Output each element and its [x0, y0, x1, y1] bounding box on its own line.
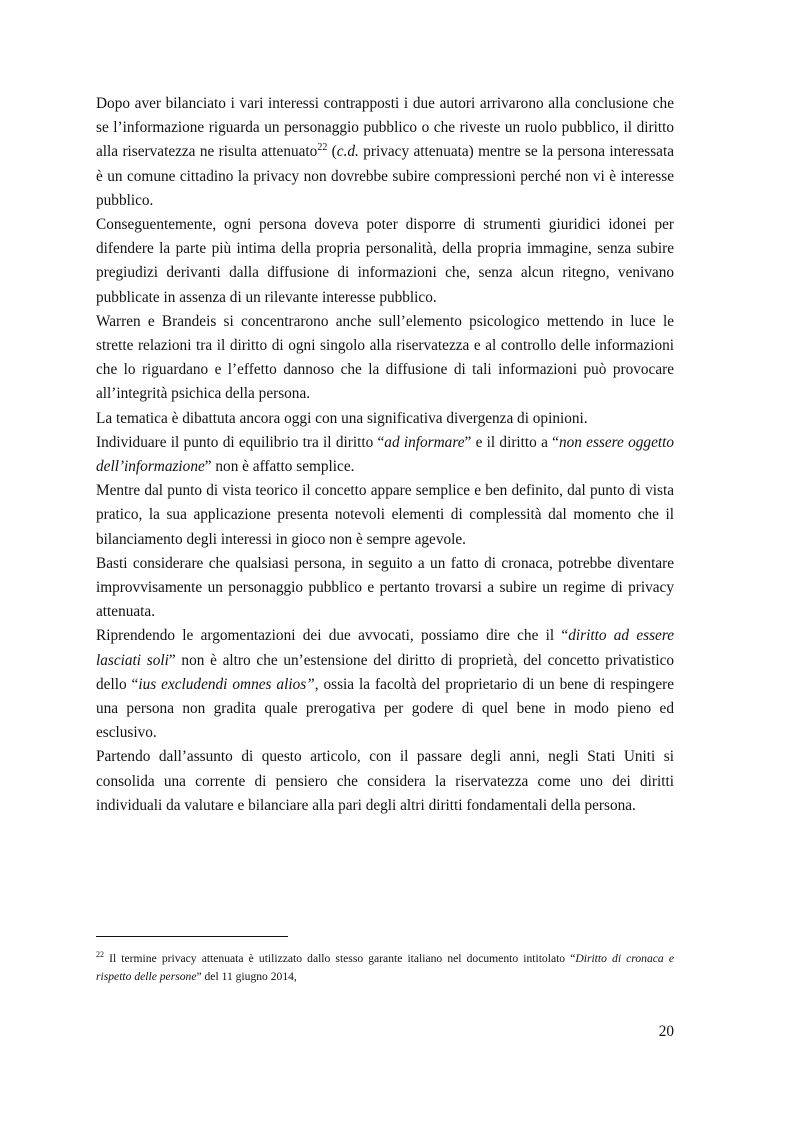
paragraph-4: La tematica è dibattuta ancora oggi con una significativa divergenza di opinioni.: [96, 409, 588, 427]
footnote-number: 22: [96, 950, 104, 960]
paragraph-5-text-a: Individuare il punto di equilibrio tra il diritto “: [96, 433, 385, 451]
paragraph-1-text-d: privacy attenuata) mentre se la persona interessata è un comune cittadino la privacy non dovrebbe subire compressioni perché non vi è interesse pubblico.: [96, 143, 674, 209]
page-number: 20: [658, 1023, 674, 1040]
main-text: [96, 92, 674, 818]
footnote-text-c: ” del 11 giugno 2014,: [196, 970, 297, 983]
paragraph-2: Conseguentemente, ogni persona doveva poter disporre di strumenti giuridici idonei per difendere la parte più intima della propria personalità, della propria immagine, senza subire pregiudizi derivanti dalla diffusione di informazioni che, senza alcun ritegno, venivano pubblicate in assenza di un rilevante interesse pubblico.: [96, 216, 674, 306]
paragraph-1-text-b: (: [327, 143, 337, 161]
footnote-separator: [96, 936, 288, 937]
paragraph-5-italic-d: non essere oggetto dell’informazione: [96, 433, 675, 476]
paragraph-8-text-a: Riprendendo le argomentazioni dei due avvocati, possiamo dire che il “: [96, 627, 569, 645]
paragraph-9: Partendo dall’assunto di questo articolo, con il passare degli anni, negli Stati Uniti si consolida una corrente di pensiero che considera la riservatezza come uno dei diritti individuali da valutare e bilanciare alla pari degli altri diritti fondamentali della persona.: [96, 748, 674, 814]
paragraph-8: [96, 624, 674, 745]
paragraph-8-italic-d: ius excludendi omnes alios”: [138, 675, 315, 693]
paragraph-7: Basti considerare che qualsiasi persona, in seguito a un fatto di cronaca, potrebbe diventare improvvisamente un personaggio pubblico e pertanto trovarsi a subire un regime di privacy attenuata.: [96, 554, 674, 621]
paragraph-8-italic-b: diritto ad essere lasciati soli: [96, 627, 675, 669]
paragraph-3: Warren e Brandeis si concentrarono anche sull’elemento psicologico mettendo in luce le strette relazioni tra il diritto di ogni singolo alla riservatezza e al controllo delle informazioni che lo riguardano e l’effetto dannoso che la diffusione di tali informazioni può provocare all’integrità psichica della persona.: [96, 312, 674, 403]
paragraph-1-italic: c.d.: [336, 143, 359, 161]
footnote-italic-title: Diritto di cronaca e rispetto delle persone: [96, 952, 674, 983]
footnote-text-a: Il termine privacy attenuata è utilizzato dallo stesso garante italiano nel documento intitolato “: [104, 952, 576, 965]
paragraph-5-text-e: ” non è affatto semplice.: [204, 458, 355, 476]
paragraph-8-text-e: , ossia la facoltà del proprietario di un bene di respingere una persona non gradita quale prerogativa per godere di quel bene in modo pieno ed esclusivo.: [96, 675, 674, 742]
paragraph-8-text-c: ” non è altro che un’estensione del diritto di proprietà, del concetto privatistico dello “: [96, 651, 675, 693]
paragraph-6: Mentre dal punto di vista teorico il concetto appare semplice e ben definito, dal punto di vista pratico, la sua applicazione presenta notevoli elementi di complessità dal momento che il bilanciamento degli interessi in gioco non è sempre agevole.: [96, 482, 674, 548]
footnote-22: [96, 950, 674, 986]
footnote-reference-22[interactable]: 22: [317, 142, 328, 154]
paragraph-5-italic-b: ad informare: [384, 433, 465, 451]
paragraph-1-text: Dopo aver bilanciato i vari interessi contrapposti i due autori arrivarono alla conclusione che se l’informazione riguarda un personaggio pubblico o che riveste un ruolo pubblico, il diritto alla riservatezza ne risulta attenuato: [96, 95, 674, 161]
paragraph-5-text-c: ” e il diritto a “: [464, 433, 559, 451]
paragraph-1: [96, 92, 674, 213]
paragraph-5: [96, 431, 674, 479]
